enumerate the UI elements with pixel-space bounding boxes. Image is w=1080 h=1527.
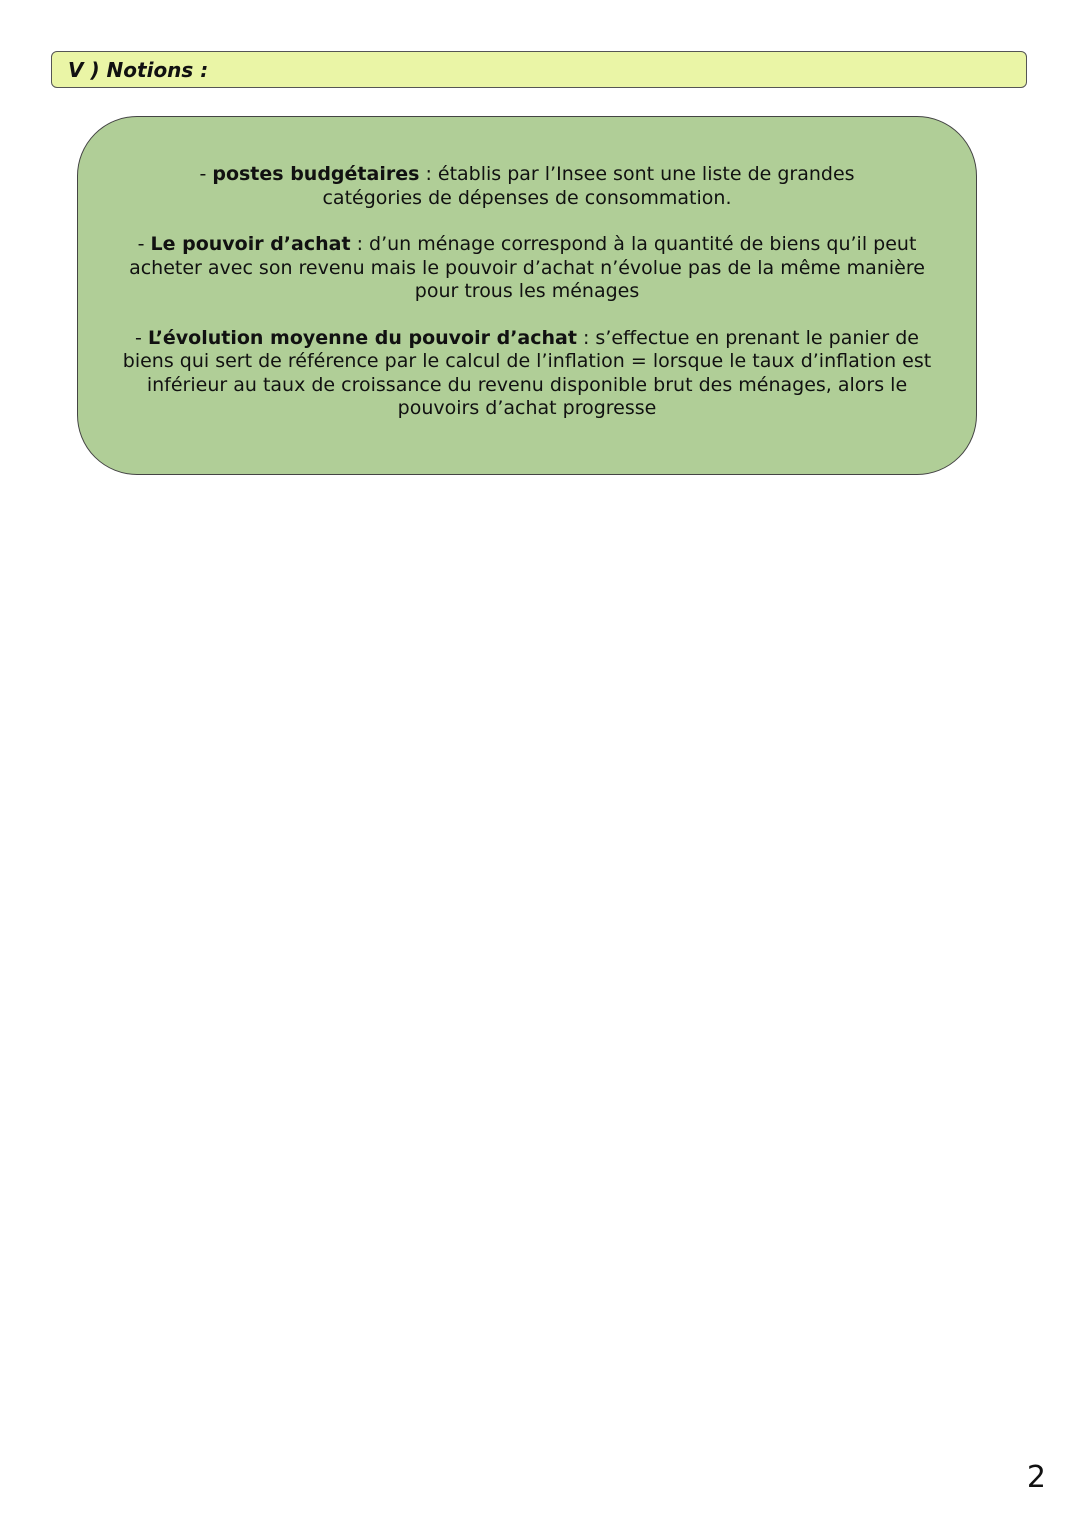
notion-definition: : d’un ménage correspond à la quantité de biens qu’il peut acheter avec son revenu mais le pouvoir d’achat n’évolue pas de la même manière pour trous les ménages — [129, 233, 925, 302]
notion-term: L’évolution moyenne du pouvoir d’achat — [147, 326, 577, 349]
notion-definition: : s’effectue en prenant le panier de biens qui sert de référence par le calcul de l’inflation = lorsque le taux d’inflation est inférieur au taux de croissance du revenu disponible brut des ménages, alors le pouvoirs d’achat progresse — [122, 326, 932, 419]
notion-definition: : établis par l’Insee sont une liste de grandes catégories de dépenses de consommation. — [322, 163, 855, 209]
page-number: 2 — [1026, 1460, 1046, 1495]
section-header — [51, 51, 1027, 88]
notion-term: Le pouvoir d’achat — [150, 233, 351, 255]
notion-prefix: - — [135, 326, 148, 349]
section-title: V ) Notions : — [68, 57, 209, 82]
notion-evolution-pouvoir-achat — [108, 327, 946, 421]
notion-term: postes budgétaires — [212, 163, 420, 185]
notions-box — [77, 116, 977, 475]
notion-prefix: - — [199, 163, 213, 185]
notion-prefix: - — [137, 233, 151, 255]
notion-pouvoir-achat — [108, 233, 946, 304]
notion-postes-budgetaires — [108, 163, 946, 210]
